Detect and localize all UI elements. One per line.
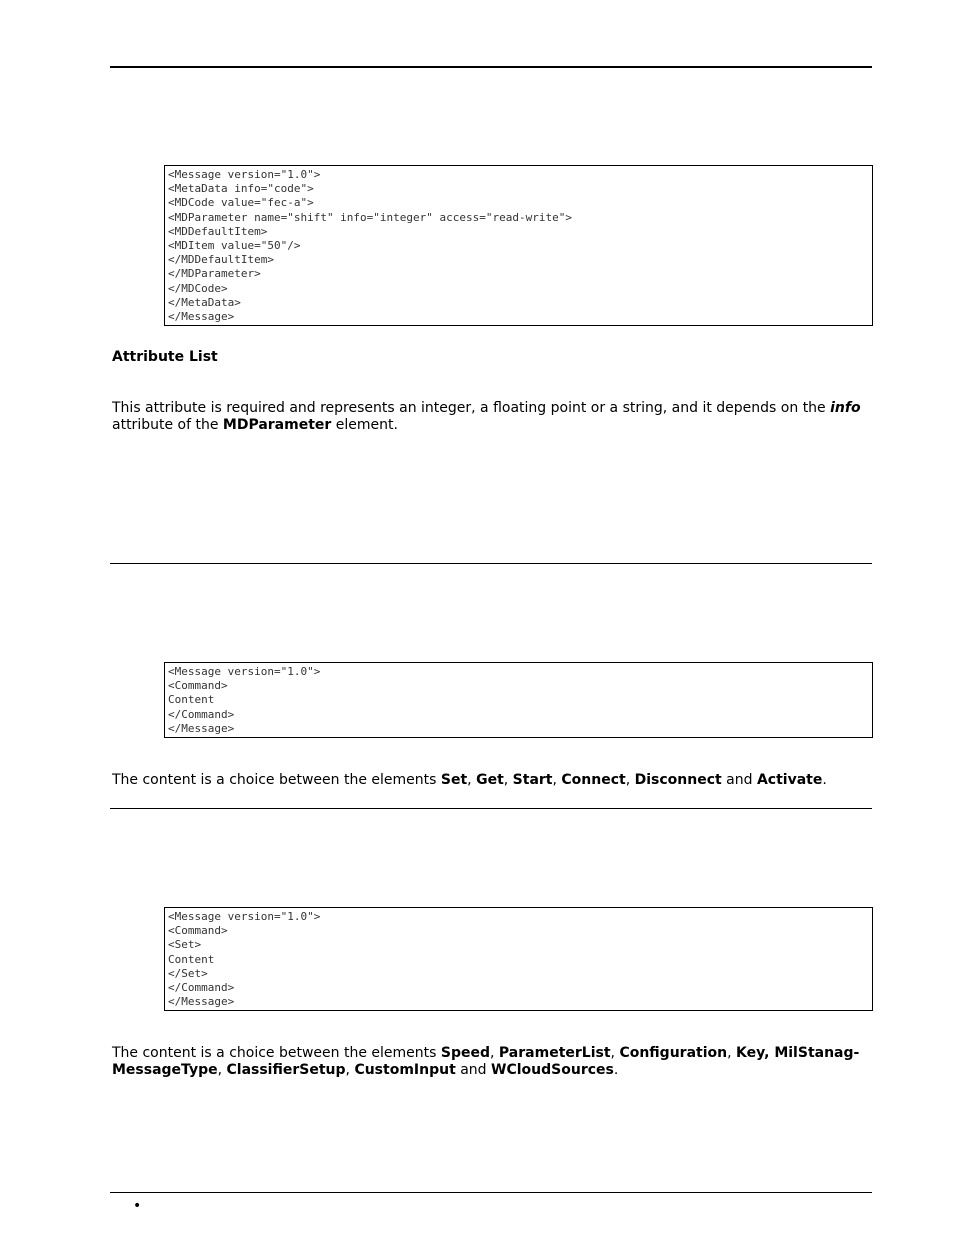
emphasis: WCloudSources <box>491 1062 614 1078</box>
code-line: <Command> <box>168 924 228 938</box>
text: . <box>613 1062 619 1078</box>
emphasis: ClassifierSetup <box>226 1062 346 1078</box>
emphasis: Set <box>440 772 468 788</box>
code-line: </Set> <box>168 966 208 980</box>
code-block-metadata <box>164 165 873 326</box>
text: , <box>217 1062 227 1078</box>
code-block-set <box>164 907 873 1011</box>
emphasis: info <box>830 400 861 416</box>
text: The content is a choice between the elements <box>112 772 441 788</box>
emphasis: Disconnect <box>634 772 722 788</box>
section-rule <box>110 563 872 564</box>
code-line: <Message version="1.0"> <box>168 910 321 923</box>
text: , <box>727 1045 736 1061</box>
code-line: <MetaData info="code"> <box>168 182 314 196</box>
code-line: <Command> <box>168 679 228 693</box>
emphasis: Get <box>476 772 504 788</box>
code-line: <MDItem value="50"/> <box>168 238 301 252</box>
text: and <box>455 1062 492 1078</box>
text: The content is a choice between the elements <box>112 1045 441 1061</box>
code-line: </Message> <box>168 995 235 1009</box>
attribute-list-heading: Attribute List <box>112 349 218 365</box>
code-line: </MetaData> <box>168 295 241 309</box>
code-line: <MDDefaultItem> <box>168 224 268 238</box>
emphasis: MDParameter <box>222 417 332 433</box>
paragraph-value-attribute <box>112 400 872 434</box>
emphasis: ParameterList <box>498 1045 611 1061</box>
text: This attribute is required and represents an integer, a floating point or a string, and it depends on the <box>112 400 831 416</box>
emphasis: Speed <box>440 1045 491 1061</box>
paragraph-command-content <box>112 772 872 789</box>
code-line: </Command> <box>168 980 235 994</box>
text: , <box>345 1062 355 1078</box>
emphasis: CustomInput <box>354 1062 456 1078</box>
code-line: </MDDefaultItem> <box>168 253 274 267</box>
section-rule <box>110 808 872 809</box>
emphasis: Activate <box>756 772 823 788</box>
emphasis: Key, MilStanag-MessageType <box>112 1045 860 1078</box>
code-line: </MDCode> <box>168 281 228 295</box>
text: attribute of the <box>112 417 223 433</box>
code-line: Content <box>168 952 215 966</box>
text: , <box>610 1045 620 1061</box>
emphasis: Connect <box>561 772 626 788</box>
emphasis: Configuration <box>619 1045 728 1061</box>
code-line: <MDParameter name="shift" info="integer" access="read-write"> <box>168 210 572 224</box>
code-line: Content <box>168 693 215 707</box>
code-line: </Message> <box>168 309 235 323</box>
text: , <box>552 772 562 788</box>
footer-bullet: • <box>133 1198 142 1214</box>
paragraph-set-content <box>112 1045 872 1079</box>
footer-rule <box>110 1192 872 1193</box>
text: , <box>625 772 635 788</box>
code-line: </Message> <box>168 721 235 735</box>
header-rule <box>110 66 872 68</box>
text: and <box>721 772 757 788</box>
text: , <box>503 772 513 788</box>
text: element. <box>331 417 398 433</box>
code-line: <Set> <box>168 938 202 952</box>
emphasis: Start <box>512 772 553 788</box>
text: , <box>490 1045 499 1061</box>
code-line: </MDParameter> <box>168 267 261 281</box>
text: , <box>467 772 477 788</box>
code-line: <Message version="1.0"> <box>168 168 321 181</box>
code-block-command <box>164 662 873 738</box>
text: . <box>822 772 827 788</box>
code-line: <MDCode value="fec-a"> <box>168 196 314 210</box>
code-line: </Command> <box>168 707 235 721</box>
code-line: <Message version="1.0"> <box>168 665 321 678</box>
